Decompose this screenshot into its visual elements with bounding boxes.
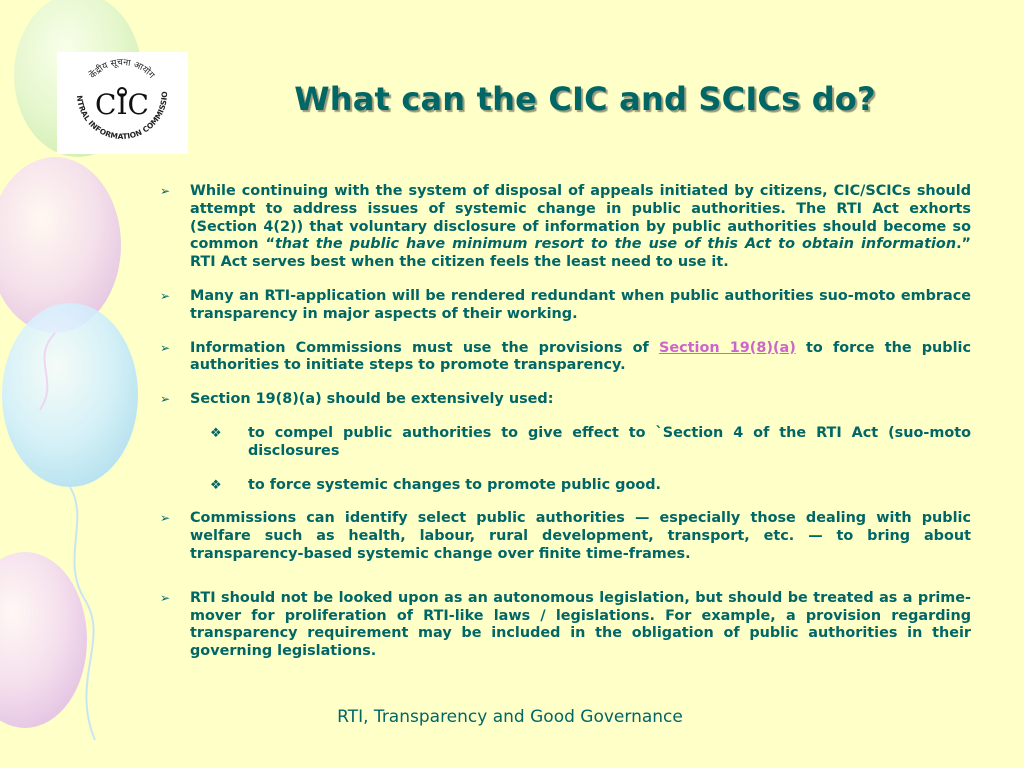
arrowhead-bullet-icon: ➢ [160, 184, 171, 198]
bullet-list [160, 183, 971, 661]
cic-logo [57, 52, 188, 154]
arrowhead-bullet-icon: ➢ [160, 288, 171, 303]
bullet-text: .” RTI Act serves best when the citizen feels the least need to use it. [190, 236, 971, 271]
bullet-text: to force the public authorities to initiate steps to promote transparency. [190, 339, 972, 374]
slide-footer: RTI, Transparency and Good Governance [337, 707, 683, 727]
sub-bullet-item [160, 477, 971, 495]
arrowhead-bullet-icon: ➢ [160, 392, 171, 407]
sub-bullet-text: to force systemic changes to promote public good. [248, 476, 661, 493]
bullet-text: Information Commissions must use the provisions of [190, 339, 659, 356]
logo-arc-text: केंद्रीय सूचना आयोग [88, 57, 157, 81]
arrowhead-bullet-icon: ➢ [160, 340, 171, 355]
arrowhead-bullet-icon: ➢ [160, 511, 171, 526]
bullet-item [160, 183, 971, 272]
bullet-text: Many an RTI-application will be rendered redundant when public authorities suo-moto embrace transparency in major aspects of their working. [190, 287, 971, 322]
bullet-text: While continuing with the system of disposal of appeals initiated by citizens, CIC/SCICs should attempt to address issues of systemic change in public authorities. The RTI Act exhorts (Section 4(2)) that voluntary disclosure of information by public authorities should become so common “ [190, 183, 971, 253]
bullet-text: Section 19(8)(a) should be extensively used: [190, 391, 554, 408]
balloon [2, 303, 138, 487]
bullet-text: that the public have minimum resort to the use of this Act to obtain information [275, 236, 957, 253]
balloon [0, 552, 87, 728]
svg-text:केंद्रीय सूचना आयोग [87, 58, 157, 82]
section-19-8-a-link[interactable]: Section 19(8)(a) [659, 339, 796, 356]
bullet-item [160, 288, 971, 324]
logo-monogram: CIC [95, 88, 149, 121]
slide-title: What can the CIC and SCICs do? [294, 80, 876, 118]
diamond-bullet-icon: ❖ [210, 425, 222, 441]
bullet-item [160, 510, 971, 563]
arrowhead-bullet-icon: ➢ [160, 590, 171, 605]
bullet-text: Commissions can identify select public authorities — especially those dealing with public welfare such as health, labour, rural development, transport, etc. — to bring about transparency-based systemic change over finite time-frames. [190, 510, 971, 562]
sub-bullet-item [160, 425, 971, 461]
bullet-item [160, 590, 971, 661]
diamond-bullet-icon: ❖ [210, 477, 222, 493]
bullet-item [160, 340, 971, 376]
bullet-text: RTI should not be looked upon as an autonomous legislation, but should be treated as a prime-mover for proliferation of RTI-like laws / legislations. For example, a provision regarding transparency requirement may be included in the obligation of public authorities in their governing legislations. [190, 589, 971, 660]
bullet-item [160, 391, 971, 409]
logo-ring-text: NTRAL INFORMATION COMMISSIO [74, 91, 170, 142]
sub-bullet-text: to compel public authorities to give effect to `Section 4 of the RTI Act (suo-moto disclosures [248, 424, 971, 459]
